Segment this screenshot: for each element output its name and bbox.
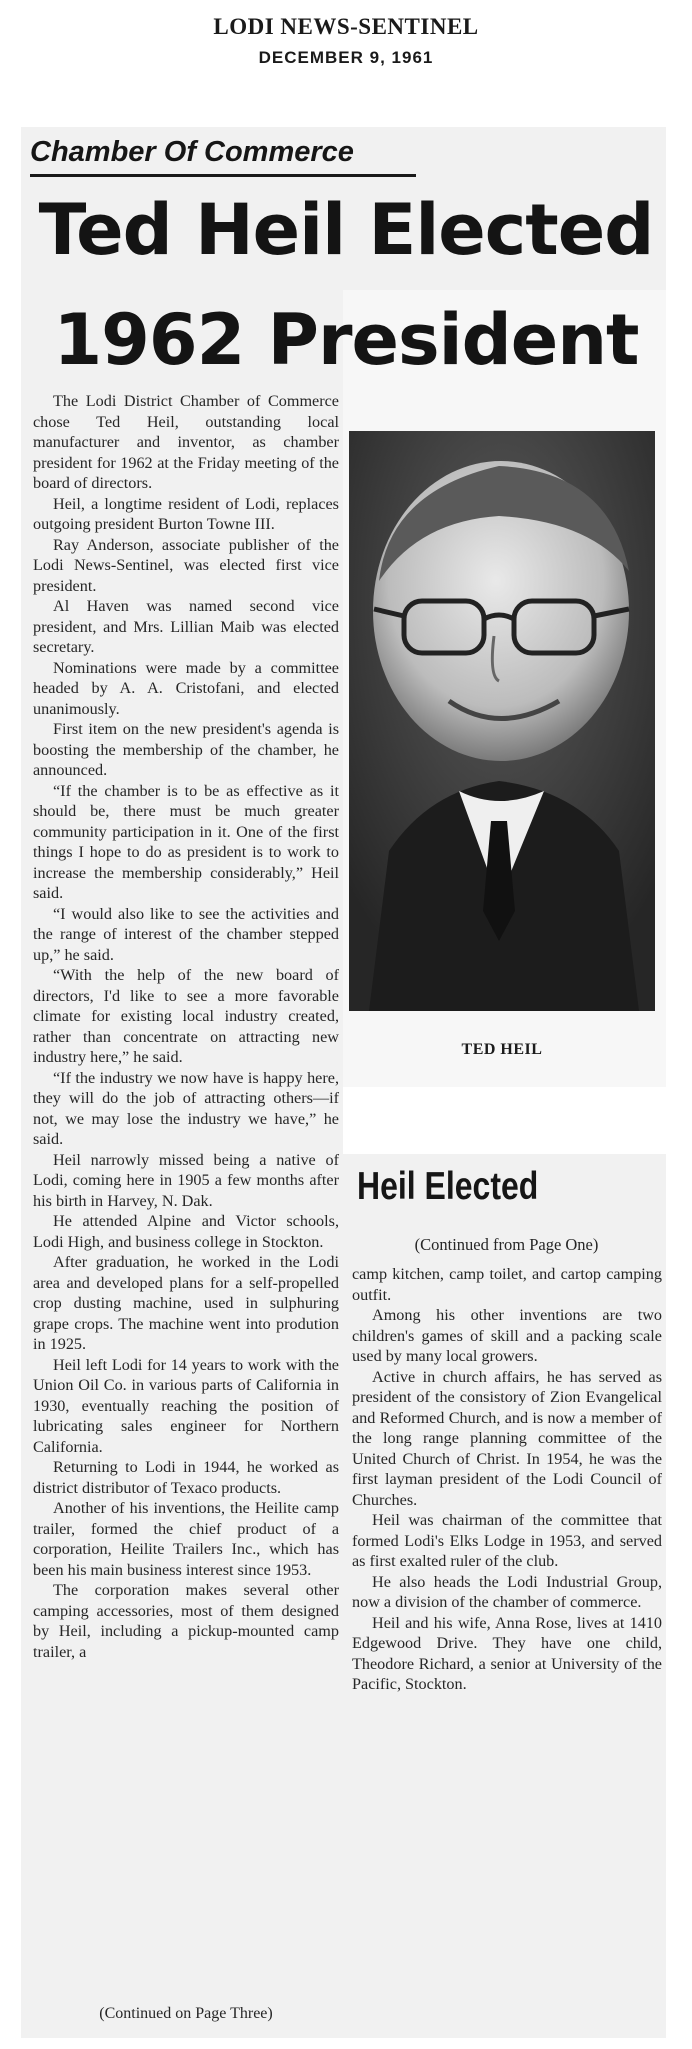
continuation-headline: Heil Elected	[357, 1165, 539, 1208]
body-paragraph: Heil left Lodi for 14 years to work with the Union Oil Co. in various parts of California in 1930, eventually reaching the position of lubricating sales engineer for Northern California.	[33, 1355, 339, 1456]
portrait-photo	[349, 431, 655, 1011]
body-paragraph: “I would also like to see the activities and the range of interest of the chamber stepped up,” he said.	[33, 904, 339, 964]
body-paragraph: “If the industry we now have is happy here, they will do the job of attracting others—if not, we may lose the industry we have,” he said.	[33, 1068, 339, 1148]
article-body	[33, 391, 339, 1662]
body-paragraph: Returning to Lodi in 1944, he worked as district distributor of Texaco products.	[33, 1458, 339, 1497]
continuation-body	[352, 1264, 662, 1695]
clipping-gap	[343, 1087, 666, 1154]
body-paragraph: Heil narrowly missed being a native of Lodi, coming here in 1905 a few months after his birth in Harvey, N. Dak.	[33, 1150, 339, 1210]
continuation-paragraph: Active in church affairs, he has served as president of the consistory of Zion Evangelical and Reformed Church, and is now a member of the long range planning committee of the United Church of Christ. In 1954, he was the first layman president of the Lodi Council of Churches.	[352, 1367, 662, 1509]
headline-line-2: 1962 President	[53, 299, 639, 381]
publication-date: DECEMBER 9, 1961	[258, 48, 434, 67]
continuation-paragraph: Among his other inventions are two children's games of skill and a packing scale used by many local growers.	[352, 1306, 662, 1365]
body-paragraph: Nominations were made by a committee headed by A. A. Cristofani, and elected unanimously.	[33, 658, 339, 718]
continued-on-note: (Continued on Page Three)	[99, 2005, 273, 2022]
continuation-paragraph: He also heads the Lodi Industrial Group, now a division of the chamber of commerce.	[352, 1572, 662, 1611]
continuation-paragraph: camp kitchen, camp toilet, and cartop camping outfit.	[352, 1265, 662, 1304]
photo-caption: TED HEIL	[461, 1041, 543, 1058]
continuation-paragraph: Heil was chairman of the committee that formed Lodi's Elks Lodge in 1953, and served as first exalted ruler of the club.	[352, 1511, 662, 1570]
body-paragraph: The corporation makes several other camping accessories, most of them designed by Heil, including a pickup-mounted camp trailer, a	[33, 1581, 339, 1661]
body-paragraph: Heil, a longtime resident of Lodi, replaces outgoing president Burton Towne III.	[33, 494, 339, 533]
body-paragraph: The Lodi District Chamber of Commerce chose Ted Heil, outstanding local manufacturer and inventor, as chamber president for 1962 at the Friday meeting of the board of directors.	[33, 392, 339, 492]
body-paragraph: First item on the new president's agenda is boosting the membership of the chamber, he announced.	[33, 720, 339, 779]
continuation-paragraph: Heil and his wife, Anna Rose, lives at 1410 Edgewood Drive. They have one child, Theodore Richard, a senior at University of the Pacific, Stockton.	[352, 1613, 662, 1693]
newspaper-name: LODI NEWS-SENTINEL	[213, 14, 479, 39]
section-label: Chamber Of Commerce	[30, 136, 354, 168]
portrait-photo-icon	[349, 431, 655, 1011]
body-paragraph: He attended Alpine and Victor schools, Lodi High, and business college in Stockton.	[33, 1212, 339, 1251]
body-paragraph: Ray Anderson, associate publisher of the Lodi News-Sentinel, was elected first vice president.	[33, 535, 339, 595]
body-paragraph: After graduation, he worked in the Lodi area and developed plans for a self-propelled crop dusting machine, used in sulphuring grape crops. The machine went into prodution in 1925.	[33, 1253, 339, 1353]
continued-from-note: (Continued from Page One)	[414, 1235, 599, 1254]
body-paragraph: “With the help of the new board of directors, I'd like to see a more favorable climate for existing local industry created, rather than concentrate on attracting new industry here,” he said.	[33, 966, 339, 1066]
headline-line-1: Ted Heil Elected	[38, 189, 654, 271]
section-rule	[30, 174, 416, 177]
body-paragraph: Al Haven was named second vice president, and Mrs. Lillian Maib was elected secretary.	[33, 597, 339, 656]
body-paragraph: “If the chamber is to be as effective as it should be, there must be much greater community participation in it. One of the first things I hope to do as president is to work to increase the membership considerably,” Heil said.	[33, 781, 339, 902]
body-paragraph: Another of his inventions, the Heilite camp trailer, formed the chief product of a corporation, Heilite Trailers Inc., which has been his main business interest since 1953.	[33, 1499, 339, 1579]
